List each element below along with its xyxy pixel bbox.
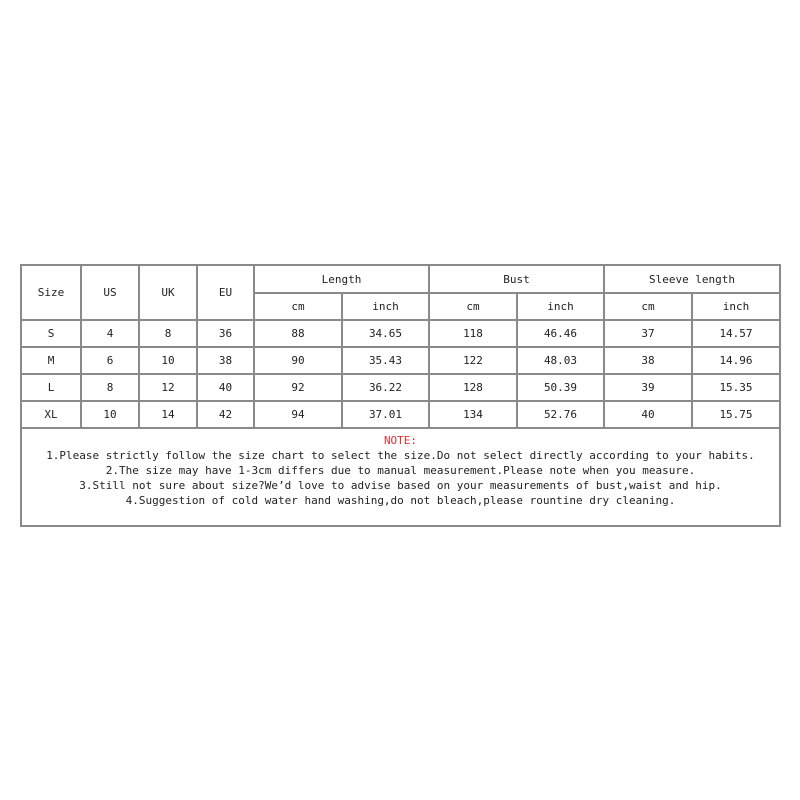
- subheader-length-inch: inch: [342, 293, 429, 320]
- header-sleeve-length: Sleeve length: [604, 265, 780, 293]
- cell-sleeve-inch: 14.57: [692, 320, 780, 347]
- table-row: [21, 347, 780, 374]
- cell-us: 4: [81, 320, 139, 347]
- subheader-bust-inch: inch: [517, 293, 604, 320]
- cell-sleeve-inch: 15.75: [692, 401, 780, 428]
- cell-size: L: [21, 374, 81, 401]
- cell-sleeve-inch: 14.96: [692, 347, 780, 374]
- cell-length-inch: 35.43: [342, 347, 429, 374]
- header-bust: Bust: [429, 265, 604, 293]
- cell-length-cm: 88: [254, 320, 342, 347]
- header-row: [21, 265, 780, 293]
- cell-sleeve-cm: 39: [604, 374, 692, 401]
- cell-bust-inch: 48.03: [517, 347, 604, 374]
- cell-sleeve-inch: 15.35: [692, 374, 780, 401]
- note-line-4: 4.Suggestion of cold water hand washing,do not bleach,please rountine dry cleaning.: [125, 494, 676, 507]
- table-row: [21, 374, 780, 401]
- note-line-3: 3.Still not sure about size?We’d love to advise based on your measurements of bust,waist and hip.: [79, 479, 722, 492]
- cell-bust-cm: 134: [429, 401, 517, 428]
- cell-length-cm: 90: [254, 347, 342, 374]
- cell-uk: 8: [139, 320, 197, 347]
- cell-uk: 12: [139, 374, 197, 401]
- cell-size: M: [21, 347, 81, 374]
- subheader-bust-cm: cm: [429, 293, 517, 320]
- cell-bust-cm: 122: [429, 347, 517, 374]
- cell-bust-cm: 118: [429, 320, 517, 347]
- subheader-sleeve-inch: inch: [692, 293, 780, 320]
- note-box: [21, 428, 780, 526]
- cell-bust-inch: 46.46: [517, 320, 604, 347]
- cell-us: 6: [81, 347, 139, 374]
- cell-eu: 42: [197, 401, 254, 428]
- header-length: Length: [254, 265, 429, 293]
- cell-uk: 14: [139, 401, 197, 428]
- note-line-1: 1.Please strictly follow the size chart to select the size.Do not select directly according to your habits.: [46, 449, 755, 462]
- header-us: US: [81, 265, 139, 320]
- cell-length-cm: 92: [254, 374, 342, 401]
- cell-uk: 10: [139, 347, 197, 374]
- cell-us: 8: [81, 374, 139, 401]
- subheader-sleeve-cm: cm: [604, 293, 692, 320]
- table-row: [21, 320, 780, 347]
- table-row: [21, 401, 780, 428]
- cell-size: XL: [21, 401, 81, 428]
- cell-eu: 36: [197, 320, 254, 347]
- cell-eu: 40: [197, 374, 254, 401]
- header-size: Size: [21, 265, 81, 320]
- cell-bust-inch: 52.76: [517, 401, 604, 428]
- note-line-2: 2.The size may have 1-3cm differs due to manual measurement.Please note when you measure.: [105, 464, 696, 477]
- note-row: [21, 428, 780, 526]
- cell-bust-cm: 128: [429, 374, 517, 401]
- note-title: NOTE:: [383, 434, 418, 447]
- size-chart-container: [20, 264, 779, 527]
- cell-us: 10: [81, 401, 139, 428]
- cell-sleeve-cm: 38: [604, 347, 692, 374]
- subheader-length-cm: cm: [254, 293, 342, 320]
- cell-length-inch: 36.22: [342, 374, 429, 401]
- size-chart-table: [20, 264, 781, 527]
- cell-sleeve-cm: 40: [604, 401, 692, 428]
- cell-bust-inch: 50.39: [517, 374, 604, 401]
- cell-size: S: [21, 320, 81, 347]
- cell-length-inch: 34.65: [342, 320, 429, 347]
- header-uk: UK: [139, 265, 197, 320]
- cell-sleeve-cm: 37: [604, 320, 692, 347]
- cell-length-inch: 37.01: [342, 401, 429, 428]
- header-eu: EU: [197, 265, 254, 320]
- cell-length-cm: 94: [254, 401, 342, 428]
- cell-eu: 38: [197, 347, 254, 374]
